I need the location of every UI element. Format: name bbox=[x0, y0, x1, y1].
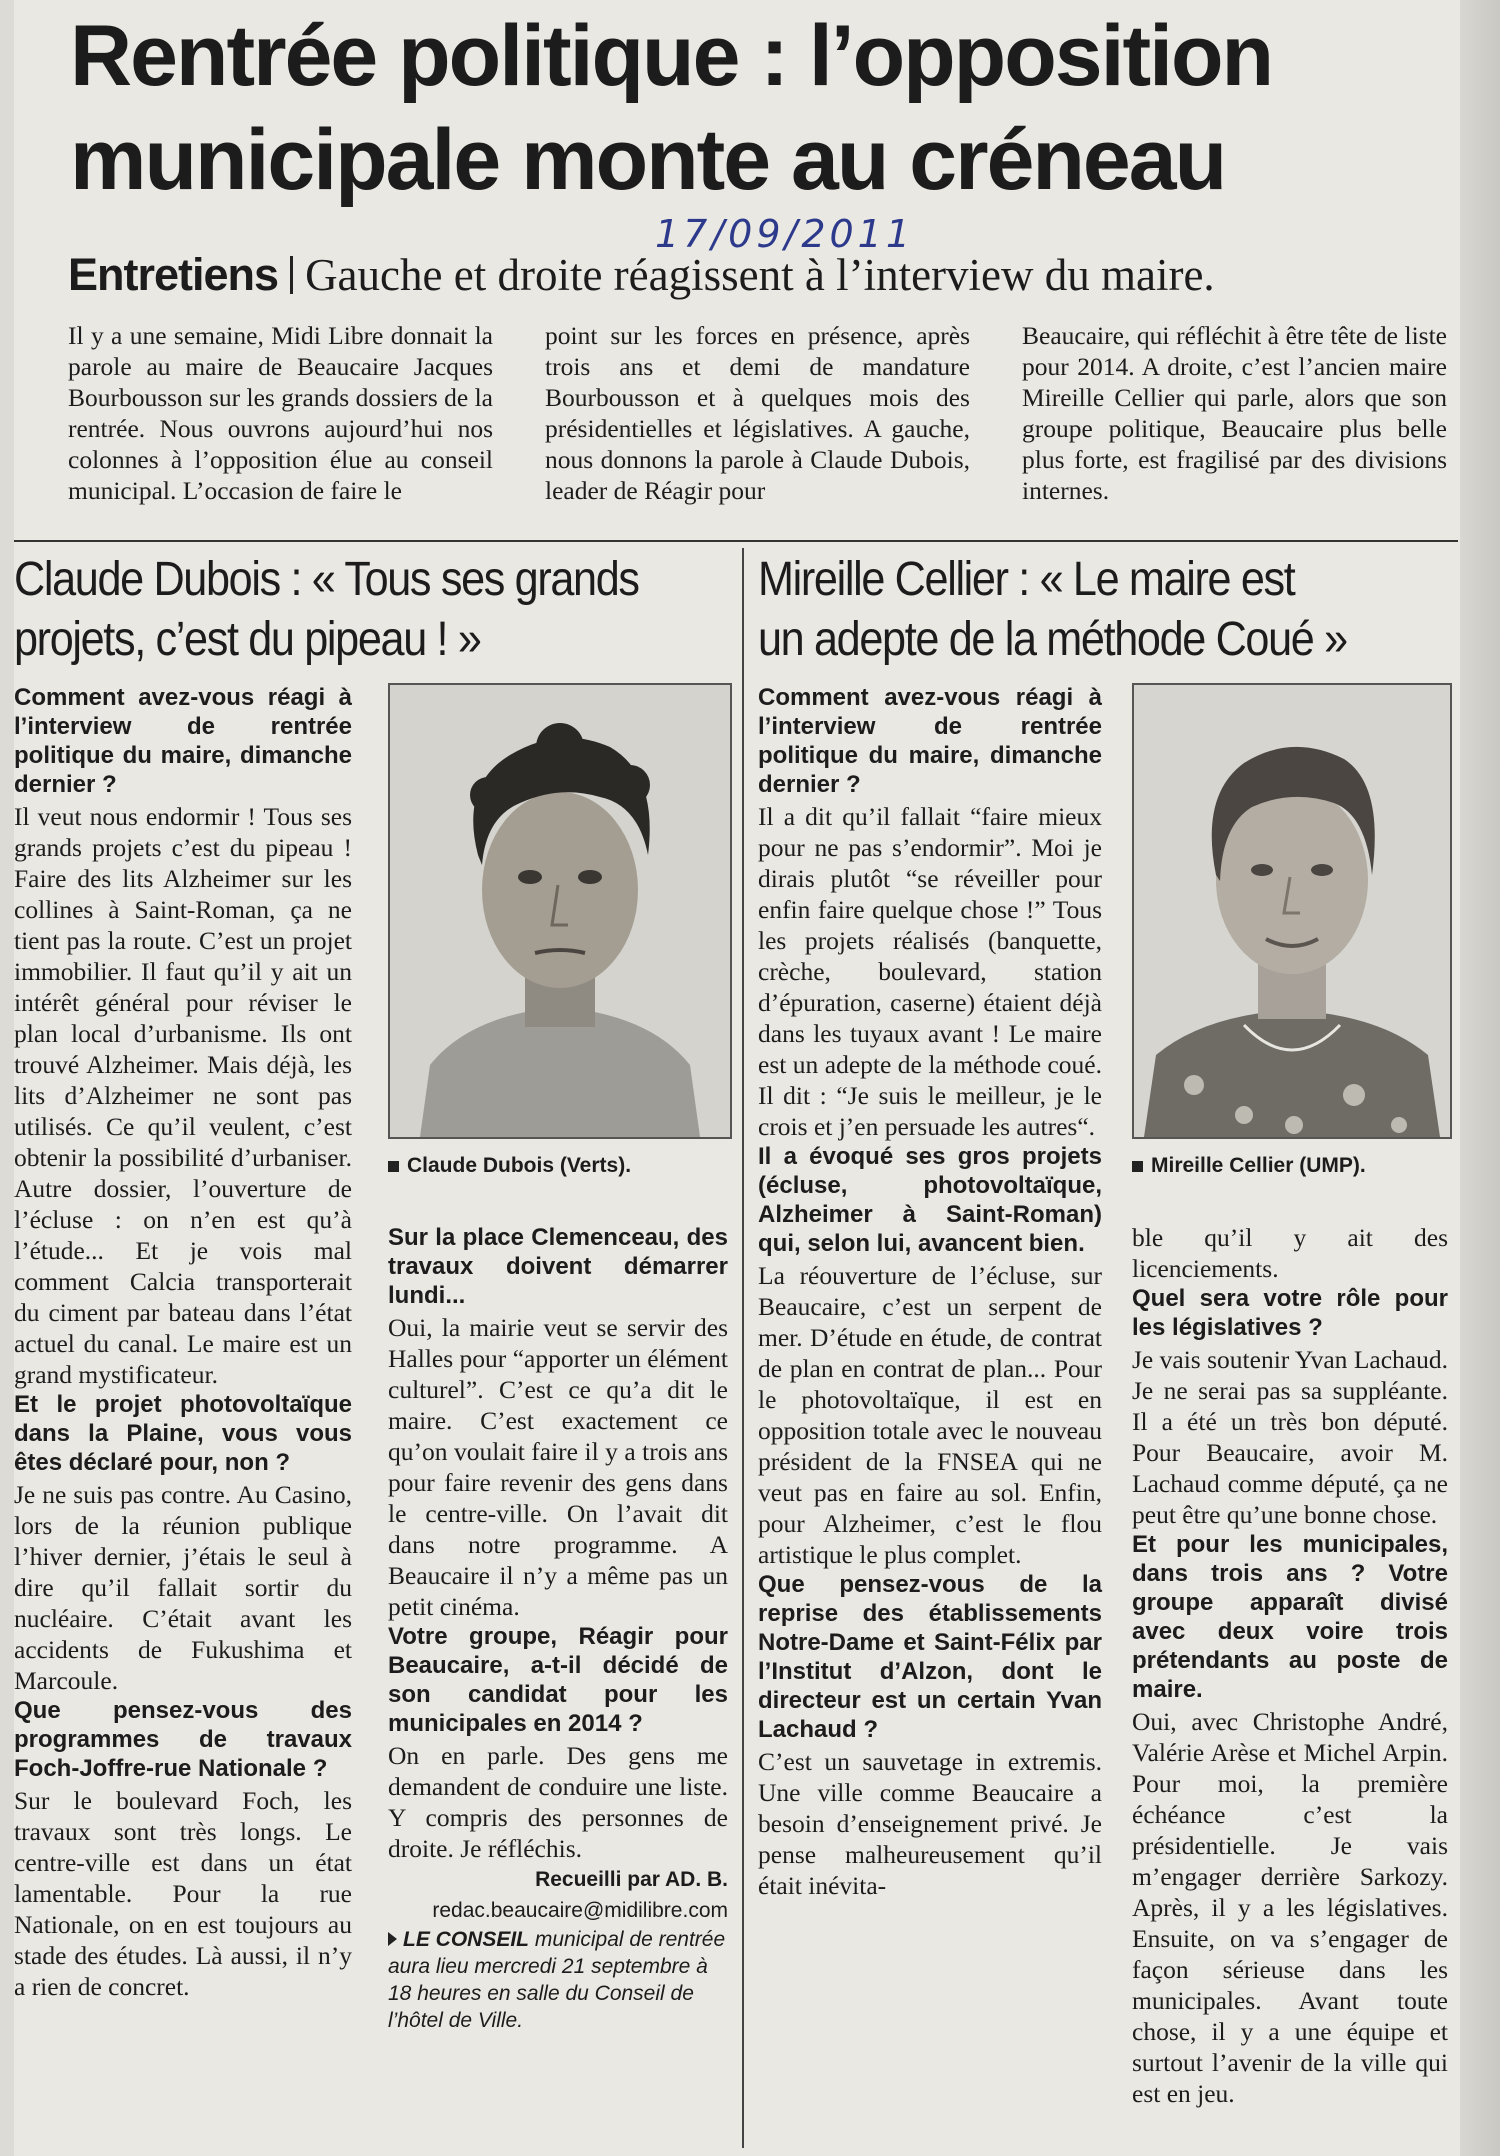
note-text: municipal de rentrée aura lieu mercredi 21 septembre à 18 heures en salle du Conseil de l’hôtel de Ville. bbox=[388, 1928, 726, 2032]
question: Comment avez-vous réagi à l’interview de rentrée politique du maire, dimanche dernier ? bbox=[758, 684, 1102, 798]
question: Comment avez-vous réagi à l’interview de rentrée politique du maire, dimanche dernier ? bbox=[14, 684, 352, 798]
note-lead: LE CONSEIL bbox=[403, 1928, 530, 1951]
question: Que pensez-vous de la reprise des établissements Notre-Dame et Saint-Félix par l’Institut d’Alzon, dont le directeur est un certain Yvan Lachaud ? bbox=[758, 1571, 1102, 1743]
council-note bbox=[388, 1926, 728, 2034]
section-rule bbox=[14, 540, 1458, 542]
scan-edge-left bbox=[0, 0, 14, 2156]
handwritten-date: 17/09/2011 bbox=[655, 212, 915, 256]
triangle-bullet-icon bbox=[388, 1932, 397, 1946]
subhead-divider bbox=[290, 256, 293, 294]
intro-column-1 bbox=[68, 320, 493, 506]
intro-column-3 bbox=[1022, 320, 1447, 506]
question: Il a évoqué ses gros projets (écluse, photovoltaïque, Alzheimer à Saint-Roman) qui, selon lui, avancent bien. bbox=[758, 1143, 1102, 1257]
portrait-illustration bbox=[1134, 685, 1450, 1137]
right-interview-column-2 bbox=[1132, 1222, 1448, 2109]
caption-text: Claude Dubois (Verts). bbox=[407, 1154, 632, 1177]
question: Que pensez-vous des programmes de travaux Foch-Joffre-rue Nationale ? bbox=[14, 1697, 352, 1782]
right-photo-caption bbox=[1132, 1153, 1366, 1179]
headline-line-2: municipale monte au créneau bbox=[70, 112, 1226, 208]
left-interview-column-1 bbox=[14, 683, 352, 2002]
right-interview-title bbox=[758, 550, 1347, 670]
mireille-cellier-photo bbox=[1132, 683, 1452, 1139]
answer: On en parle. Des gens me demandent de conduire une liste. Y compris des personnes de droite. Je réfléchis. bbox=[388, 1741, 728, 1863]
byline: Recueilli par AD. B. bbox=[535, 1868, 728, 1891]
left-title-line-2: projets, c’est du pipeau ! » bbox=[14, 613, 481, 666]
left-interview-title bbox=[14, 550, 639, 670]
right-title-line-2: un adepte de la méthode Coué » bbox=[758, 613, 1347, 666]
answer: Oui, avec Christophe André, Valérie Arèse et Michel Arpin. Pour moi, la première échéance c’est la présidentielle. Je vais m’engager derrière Sarkozy. Après, il y a les législatives. Ensuite, on va s’engager de façon sérieuse dans les municipales. Avant toute chose, il y a une équipe et surtout l’avenir de la ville qui est en jeu. bbox=[1132, 1707, 1448, 2108]
adjacent-page-strip bbox=[1460, 0, 1500, 2156]
answer: C’est un sauvetage in extremis. Une ville comme Beaucaire a besoin d’enseignement privé. Je pense malheureusement qu’il était inévita- bbox=[758, 1747, 1102, 1900]
answer: Oui, la mairie veut se servir des Halles pour “apporter un élément culturel”. C’est ce qu’a dit le maire. C’est exactement ce qu’on voulait faire il y a trois ans pour faire revenir des gens dans le centre-ville. On l’avait dit dans notre programme. A Beaucaire il n’y a même pas un petit cinéma. bbox=[388, 1313, 728, 1621]
question: Sur la place Clemenceau, des travaux doivent démarrer lundi... bbox=[388, 1224, 728, 1309]
subhead-text: Gauche et droite réagissent à l’interview du maire. bbox=[305, 250, 1215, 300]
right-title-line-1: Mireille Cellier : « Le maire est bbox=[758, 553, 1295, 606]
left-photo-caption bbox=[388, 1153, 631, 1179]
square-bullet-icon bbox=[388, 1161, 399, 1172]
answer: Sur le boulevard Foch, les travaux sont très longs. Le centre-ville est dans un état lamentable. Pour la rue Nationale, on en est toujours au stade des études. Là aussi, il n’y a rien de concret. bbox=[14, 1786, 352, 2001]
headline-line-1: Rentrée politique : l’opposition bbox=[70, 8, 1273, 104]
caption-text: Mireille Cellier (UMP). bbox=[1151, 1154, 1366, 1177]
question: Et pour les municipales, dans trois ans ? Votre groupe apparaît divisé avec deux voire trois prétendants au poste de maire. bbox=[1132, 1531, 1448, 1703]
column-divider bbox=[742, 548, 744, 2148]
intro-text-3: Beaucaire, qui réfléchit à être tête de liste pour 2014. A droite, c’est l’ancien maire Mireille Cellier qui parle, alors que son groupe politique, Beaucaire plus belle plus forte, est fragilisé par des divisions internes. bbox=[1022, 321, 1447, 505]
answer: La réouverture de l’écluse, sur Beaucaire, c’est un serpent de mer. D’étude en étude, de contrat de plan en contrat de plan... Pour le photovoltaïque, il est en opposition totale avec le nouveau président de la FNSEA qui ne veut pas en faire au sol. Enfin, pour Alzheimer, c’est le flou artistique le plus complet. bbox=[758, 1261, 1102, 1569]
contact-email: redac.beaucaire@midilibre.com bbox=[432, 1899, 728, 1922]
answer: Il a dit qu’il fallait “faire mieux pour ne pas s’endormir”. Moi je dirais plutôt “se réveiller pour enfin faire quelque chose !” Tous les projets réalisés (banquette, crèche, boulevard, station d’épuration, caserne) étaient déjà dans les tuyaux avant ! Le maire est un adepte de la méthode coué. Il dit : “Je suis le meilleur, je le crois et j’en persuade les autres“. bbox=[758, 802, 1102, 1141]
left-interview-column-2 bbox=[388, 1223, 728, 2034]
subhead-kicker: Entretiens bbox=[68, 249, 279, 300]
question: Votre groupe, Réagir pour Beaucaire, a-t-il décidé de son candidat pour les municipales en 2014 ? bbox=[388, 1623, 728, 1737]
headline bbox=[70, 4, 1450, 212]
left-title-line-1: Claude Dubois : « Tous ses grands bbox=[14, 553, 639, 606]
answer: Je ne suis pas contre. Au Casino, lors de la réunion publique l’hiver dernier, j’étais le seul à dire qu’il fallait sortir du nucléaire. C’était avant les accidents de Fukushima et Marcoule. bbox=[14, 1480, 352, 1695]
portrait-illustration bbox=[390, 685, 730, 1137]
question: Et le projet photovoltaïque dans la Plaine, vous vous êtes déclaré pour, non ? bbox=[14, 1391, 352, 1476]
answer: Il veut nous endormir ! Tous ses grands projets c’est du pipeau ! Faire des lits Alzheimer sur les collines à Saint-Roman, ça ne tient pas la route. C’est un projet immobilier. Il faut qu’il y ait un intérêt général pour réviser le plan local d’urbanisme. Ils ont trouvé Alzheimer. Mais déjà, les lits d’Alzheimer ne sont pas utilisés. Ce qu’il veulent, c’est obtenir la possibilité d’urbaniser. Autre dossier, l’ouverture de l’écluse : on n’en est qu’à l’étude... Et je vois mal comment Calcia transporterait du ciment par bateau dans l’état actuel du canal. Le maire est un grand mystificateur. bbox=[14, 802, 352, 1389]
claude-dubois-photo bbox=[388, 683, 732, 1139]
intro-column-2 bbox=[545, 320, 970, 506]
right-interview-column-1 bbox=[758, 683, 1102, 1901]
question: Quel sera votre rôle pour les législatives ? bbox=[1132, 1285, 1448, 1341]
intro-text-2: point sur les forces en présence, après trois ans et demi de mandature Bourbousson et à quelques mois des présidentielles et législatives. A gauche, nous donnons la parole à Claude Dubois, leader de Réagir pour bbox=[545, 321, 970, 505]
answer-continuation: ble qu’il y ait des licenciements. bbox=[1132, 1223, 1448, 1283]
intro-text-1: Il y a une semaine, Midi Libre donnait la parole au maire de Beaucaire Jacques Bourbousson sur les grands dossiers de la rentrée. Nous ouvrons aujourd’hui nos colonnes à l’opposition élue au conseil municipal. L’occasion de faire le bbox=[68, 321, 493, 505]
answer: Je vais soutenir Yvan Lachaud. Je ne serai pas sa suppléante. Il a été un très bon député. Pour Beaucaire, avoir M. Lachaud comme député, ça ne peut être qu’une bonne chose. bbox=[1132, 1345, 1448, 1529]
subheadline bbox=[68, 248, 1448, 302]
square-bullet-icon bbox=[1132, 1161, 1143, 1172]
